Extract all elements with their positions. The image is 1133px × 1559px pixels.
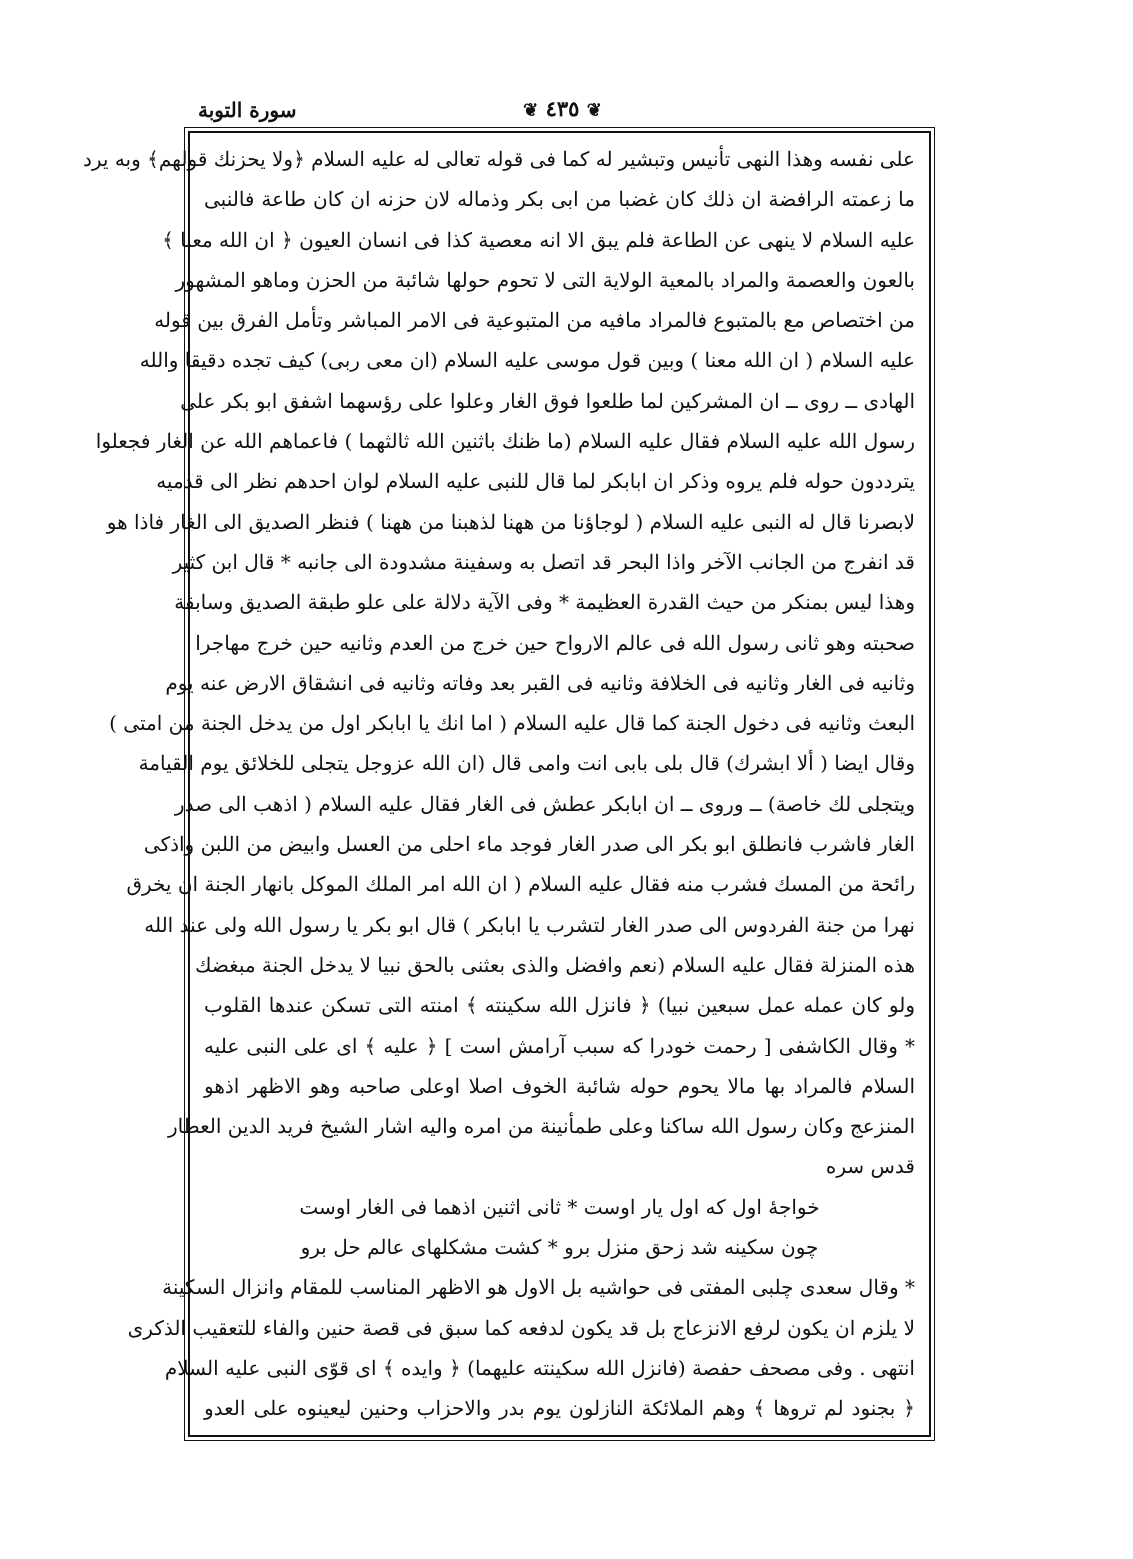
- text-line: رسول الله عليه السلام فقال عليه السلام (ما ظنك باثنين الله ثالثهما ) فاعماهم الله عن الغار فجعلوا: [95, 429, 915, 454]
- text-line: البعث وثانيه فى دخول الجنة كما قال عليه السلام ( اما انك يا ابابكر اول من يدخل الجنة من امتى ): [109, 711, 915, 736]
- text-line: نهرا من جنة الفردوس الى صدر الغار لتشرب يا ابابكر ) قال ابو بكر يا رسول الله ولى عند الله: [144, 912, 915, 937]
- text-line: من اختصاص مع بالمتبوع فالمراد مافيه من المتبوعية فى الامر المباشر وتأمل الفرق بين قوله: [154, 308, 915, 333]
- text-line: السلام فالمراد بها مالا يحوم حوله شائبة الخوف اصلا اوعلى صاحبه وهو الاظهر اذهو: [204, 1073, 915, 1098]
- surah-name: سورة التوبة: [198, 98, 297, 122]
- text-line: صحبته وهو ثانى رسول الله فى عالم الارواح حين خرج من العدم وثانيه حين خرج مهاجرا: [195, 630, 915, 655]
- ornament-right-icon: ❦: [586, 100, 602, 121]
- page-number: [190, 96, 935, 121]
- text-line: ويتجلى لك خاصة) ــ وروى ــ ان ابابكر عطش فى الغار فقال عليه السلام ( اذهب الى صدر: [174, 791, 915, 816]
- text-line: * وقال الكاشفى [ رحمت خودرا كه سبب آرامش است ] ﴿ عليه ﴾ اى على النبى عليه: [204, 1033, 915, 1058]
- poem-verse: چون سكينه شد زحق منزل برو * كشت مشكلهاى عالم حل برو: [300, 1235, 819, 1260]
- text-line: لابصرنا قال له النبى عليه السلام ( لوجاؤنا من ههنا لذهبنا من ههنا ) فنظر الصديق الى الغار فاذا هو: [106, 509, 915, 534]
- text-line: هذه المنزلة فقال عليه السلام (نعم وافضل والذى بعثنى بالحق نبيا لا يدخل الجنة مبغضك: [194, 952, 915, 977]
- body-text: [82, 139, 915, 1429]
- ornament-left-icon: ❦: [523, 100, 539, 121]
- text-line: عليه السلام لا ينهى عن الطاعة فلم يبق الا انه معصية كذا فى انسان العيون ﴿ ان الله معنا ﴾: [162, 227, 915, 252]
- text-line: المنزعج وكان رسول الله ساكنا وعلى طمأنينة من امره واليه اشار الشيخ فريد الدين العطار: [167, 1114, 915, 1139]
- text-line: يترددون حوله فلم يروه وذكر ان ابابكر لما قال للنبى عليه السلام لوان احدهم نظر الى قدميه: [156, 469, 915, 494]
- page-header: [190, 96, 935, 130]
- text-line: لا يلزم ان يكون لرفع الانزعاج بل قد يكون لدفعه كما سبق فى قصة حنين والفاء للتعقيب الذكرى: [127, 1315, 915, 1340]
- text-line: ﴿ بجنود لم تروها ﴾ وهم الملائكة النازلون يوم بدر والاحزاب وحنين ليعينوه على العدو: [204, 1396, 915, 1421]
- poem: [204, 1187, 915, 1268]
- page-number-text: ٤٣٥: [545, 96, 580, 121]
- poem-verse: خواجهٔ اول كه اول يار اوست * ثانى اثنين اذهما فى الغار اوست: [299, 1194, 820, 1219]
- text-line: بالعون والعصمة والمراد بالمعية الولاية التى لا تحوم حولها شائبة من الحزن وماهو المشهور: [175, 267, 915, 292]
- text-line: وهذا ليس بمنكر من حيث القدرة العظيمة * وفى الآية دلالة على علو طبقة الصديق وسابقة: [174, 590, 915, 615]
- text-line: * وقال سعدى چلبى المفتى فى حواشيه بل الاول هو الاظهر المناسب للمقام وانزال السكينة: [162, 1275, 915, 1300]
- text-line-short: قدس سره: [825, 1154, 915, 1179]
- text-frame: [82, 131, 931, 1437]
- text-line: رائحة من المسك فشرب منه فقال عليه السلام ( ان الله امر الملك الموكل بانهار الجنة ان يخرق: [126, 872, 915, 897]
- text-line: عليه السلام ( ان الله معنا ) وبين قول موسى عليه السلام (ان معى ربى) كيف تجده دقيقا والله: [139, 348, 915, 373]
- text-line: انتهى . وفى مصحف حفصة (فانزل الله سكينته عليهما) ﴿ وايده ﴾ اى قوّى النبى عليه السلام: [164, 1355, 915, 1380]
- text-line: وقال ايضا ( ألا ابشرك) قال بلى بابى انت وامى قال (ان الله عزوجل يتجلى للخلائق يوم القيامة: [138, 751, 915, 776]
- text-line: الهادى ــ روى ــ ان المشركين لما طلعوا فوق الغار وعلوا على رؤسهما اشفق ابو بكر على: [180, 388, 915, 413]
- text-line: ما زعمته الرافضة ان ذلك كان غضبا من ابى بكر وذماله لان حزنه ان كان طاعة فالنبى: [204, 187, 915, 212]
- text-line: ولو كان عمله عمل سبعين نبيا) ﴿ فانزل الله سكينته ﴾ امنته التى تسكن عندها القلوب: [204, 993, 915, 1018]
- text-line: قد انفرج من الجانب الآخر واذا البحر قد اتصل به وسفينة مشدودة الى جانبه * قال ابن كثير: [172, 549, 915, 574]
- text-line: وثانيه فى الغار وثانيه فى الخلافة وثانيه فى القبر بعد وفاته وثانيه فى انشقاق الارض عنه يوم: [165, 670, 915, 695]
- text-line: الغار فاشرب فانطلق ابو بكر الى صدر الغار فوجد ماء احلى من العسل وابيض من اللبن واذكى: [143, 832, 915, 857]
- text-line: على نفسه وهذا النهى تأنيس وتبشير له كما فى قوله تعالى له عليه السلام ﴿ولا يحزنك قولهم﴾ وبه يرد: [82, 147, 915, 171]
